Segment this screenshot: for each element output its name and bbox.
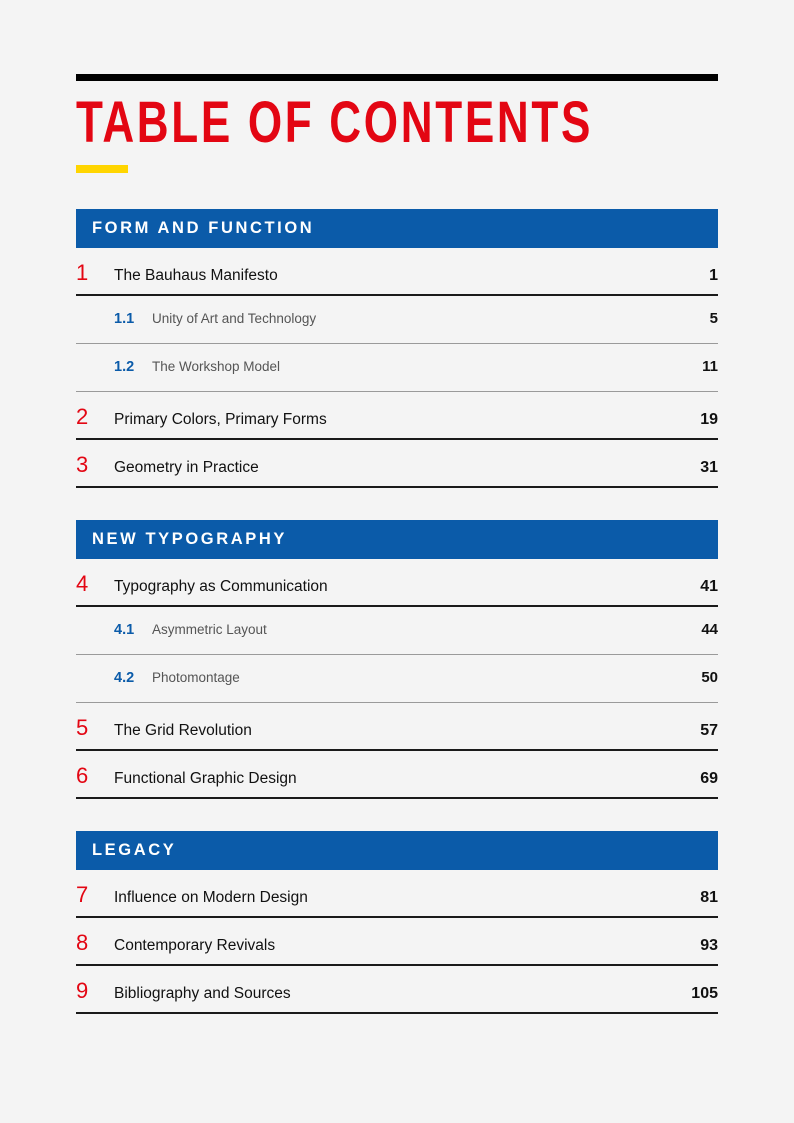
entry-number: 1.2: [114, 359, 135, 375]
entry-number: 4.1: [114, 622, 135, 638]
entry-page-number: 1: [709, 267, 718, 284]
entry-page-number: 69: [700, 770, 718, 787]
entry-page-number: 50: [701, 669, 718, 686]
toc-entry[interactable]: [76, 751, 718, 799]
content-column: [76, 0, 718, 1014]
entry-title: Geometry in Practice: [114, 459, 259, 476]
entry-title: The Bauhaus Manifesto: [114, 267, 278, 284]
entry-title: Functional Graphic Design: [114, 770, 297, 787]
toc-section: [76, 209, 718, 488]
entry-number: 1: [76, 260, 89, 285]
entry-number: 5: [76, 715, 89, 740]
page-title: TABLE OF CONTENTS: [76, 90, 594, 155]
entry-number: 2: [76, 404, 89, 429]
entry-page-number: 41: [700, 578, 718, 595]
entry-title: Bibliography and Sources: [114, 985, 291, 1002]
entry-page-number: 44: [701, 621, 718, 638]
toc-entry[interactable]: [76, 248, 718, 296]
entry-title: The Workshop Model: [152, 359, 281, 374]
toc-subentry[interactable]: [76, 655, 718, 703]
toc-sections: [76, 209, 718, 1014]
entry-page-number: 57: [700, 722, 718, 739]
entry-page-number: 11: [702, 358, 718, 375]
entry-title: Contemporary Revivals: [114, 937, 276, 954]
entry-page-number: 5: [709, 310, 718, 327]
entry-page-number: 19: [700, 411, 718, 428]
toc-entry[interactable]: [76, 440, 718, 488]
entry-title: Asymmetric Layout: [152, 622, 267, 637]
toc-entry[interactable]: [76, 870, 718, 918]
entry-number: 3: [76, 452, 89, 477]
toc-entry[interactable]: [76, 392, 718, 440]
entry-title: Influence on Modern Design: [114, 889, 308, 906]
toc-entry[interactable]: [76, 918, 718, 966]
entry-number: 4: [76, 571, 89, 596]
entry-title: Primary Colors, Primary Forms: [114, 411, 327, 428]
toc-subentry[interactable]: [76, 607, 718, 655]
entry-number: 8: [76, 930, 89, 955]
entry-page-number: 93: [700, 937, 718, 954]
entry-title: The Grid Revolution: [114, 722, 252, 739]
toc-entry[interactable]: [76, 559, 718, 607]
entry-title: Photomontage: [152, 670, 240, 685]
section-header-bar: [76, 831, 718, 870]
toc-subentry[interactable]: [76, 344, 718, 392]
section-header-label: LEGACY: [92, 841, 177, 860]
masthead-accent-rule: [76, 165, 128, 173]
toc-subentry[interactable]: [76, 296, 718, 344]
section-header-bar: [76, 520, 718, 559]
entry-page-number: 81: [700, 889, 718, 906]
masthead-top-rule: [76, 74, 718, 81]
entry-number: 7: [76, 882, 89, 907]
entry-page-number: 31: [700, 459, 718, 476]
section-header-label: FORM AND FUNCTION: [92, 219, 315, 238]
entry-title: Typography as Communication: [114, 578, 328, 595]
entry-number: 1.1: [114, 311, 135, 327]
toc-entry[interactable]: [76, 966, 718, 1014]
entry-number: 4.2: [114, 670, 135, 686]
entry-number: 6: [76, 763, 89, 788]
entry-page-number: 105: [691, 985, 718, 1002]
toc-entry[interactable]: [76, 703, 718, 751]
section-header-bar: [76, 209, 718, 248]
toc-section: [76, 520, 718, 799]
toc-section: [76, 831, 718, 1014]
entry-title: Unity of Art and Technology: [152, 311, 317, 326]
section-header-label: NEW TYPOGRAPHY: [92, 530, 287, 549]
entry-number: 9: [76, 978, 89, 1003]
